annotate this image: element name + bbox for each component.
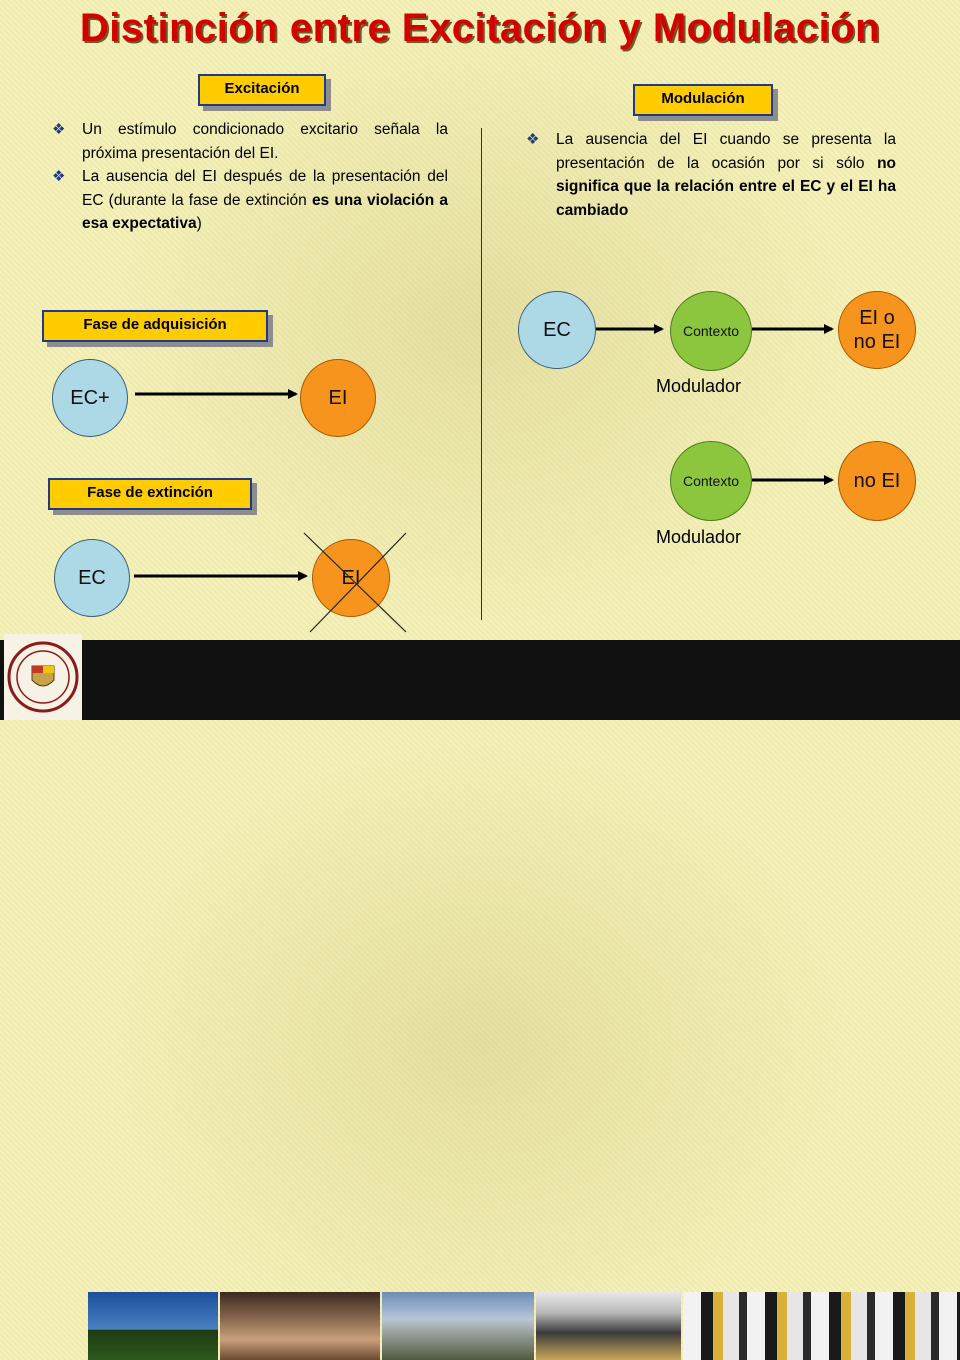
excitation-bullet-text: La ausencia del EI después de la presentación del EC (durante la fase de extinción es una violación a esa expectativa) (82, 168, 448, 232)
campus-photo-building (382, 1292, 534, 1360)
slide-title: Distinción entre Excitación y Modulación (79, 6, 881, 50)
extinction-phase-tag: Fase de extinción (48, 478, 252, 510)
us-or-no-us-line2: no EI (853, 331, 901, 353)
bullet-diamond-icon: ❖ (526, 131, 540, 148)
us-node-acquisition: EI (300, 359, 376, 437)
campus-photo-mural (536, 1292, 681, 1360)
modulation-bullet-text: La ausencia del EI cuando se presenta la presentación de la ocasión por si sólo no significa que la relación entre el EC y el EI ha cambiado (556, 131, 896, 219)
cs-node-modulation: EC (518, 291, 596, 369)
modulator-label-1: Modulador (656, 376, 742, 396)
us-or-no-us-node (838, 291, 916, 369)
context-node-1: Contexto (670, 291, 752, 371)
modulation-bullet-1 (526, 128, 896, 222)
column-divider (481, 128, 482, 620)
context-node-2: Contexto (670, 441, 752, 521)
no-us-node: no EI (838, 441, 916, 521)
campus-photo-art-wall (683, 1292, 960, 1360)
bullet-diamond-icon: ❖ (52, 121, 66, 138)
cs-node-extinction: EC (54, 539, 130, 617)
acquisition-phase-tag: Fase de adquisición (42, 310, 268, 342)
bullet-diamond-icon: ❖ (52, 168, 66, 185)
cross-out-line-2 (310, 533, 406, 632)
university-logo (4, 634, 82, 720)
us-node-extinction: EI (312, 539, 390, 617)
modulator-label-2: Modulador (656, 527, 742, 547)
campus-photo-tower (88, 1292, 218, 1360)
university-seal-icon (4, 634, 82, 720)
modulation-bullets (526, 128, 896, 222)
cross-out-line-1 (304, 533, 406, 632)
excitation-tag: Excitación (198, 74, 326, 106)
campus-photo-corridor (220, 1292, 380, 1360)
footer-photo-strip (0, 640, 960, 720)
us-or-no-us-line1: EI o (859, 307, 895, 329)
cs-plus-node: EC+ (52, 359, 128, 437)
modulation-tag: Modulación (633, 84, 773, 116)
excitation-bullet-text: Un estímulo condicionado excitario señala la próxima presentación del EI. (82, 121, 448, 162)
